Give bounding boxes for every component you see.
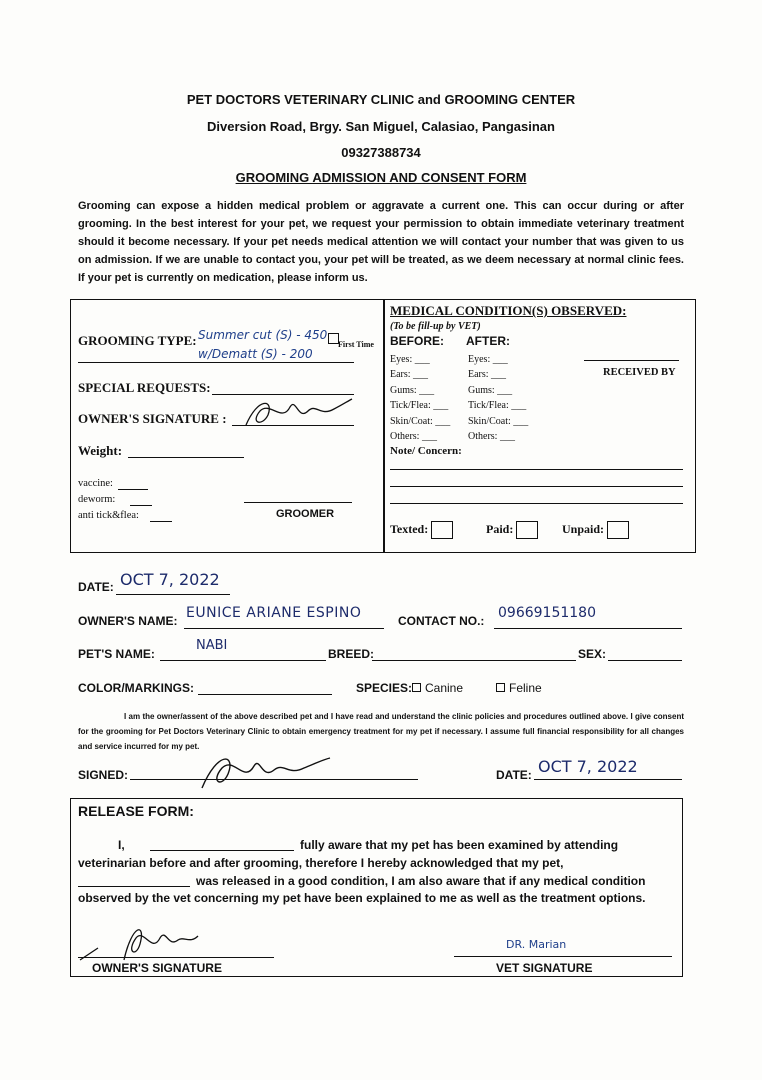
unpaid-group: Unpaid:	[562, 521, 629, 539]
note-line-3[interactable]	[390, 503, 683, 504]
vet-signature-line[interactable]	[454, 956, 672, 957]
release-name-field[interactable]	[150, 850, 294, 851]
release-owner-signature-scribble	[78, 914, 208, 966]
anti-tick-field[interactable]	[150, 521, 172, 522]
intro-paragraph: Grooming can expose a hidden medical problem or aggravate a current one. This can occur during or after grooming. In the best interest for your pet, we request your permission to obtain immediate veterinary treatment should it become necessary. If your pet needs medical attention we will contact your number that was given to us on admission. If we are unable to contact you, your pet will be treated, as we deem necessary at normal clinic fees. If your pet is currently on medication, please inform us.	[78, 200, 684, 284]
after-others: Others: ___	[468, 431, 515, 443]
before-gums: Gums: ___	[390, 384, 435, 396]
signed-label: SIGNED:	[78, 768, 129, 782]
consent-date-value: OCT 7, 2022	[538, 757, 638, 776]
release-line3: was released in a good condition, I am also aware that if any medical condition	[196, 874, 646, 888]
clinic-address: Diversion Road, Brgy. San Miguel, Calasiao, Pangasinan	[207, 119, 555, 134]
owner-signature-scribble	[238, 393, 358, 433]
before-skin: Skin/Coat: ___	[390, 415, 451, 427]
release-i: I,	[118, 838, 125, 852]
note-line-2[interactable]	[390, 486, 683, 487]
texted-checkbox[interactable]	[431, 521, 453, 539]
weight-field[interactable]	[128, 457, 244, 458]
note-label: Note/ Concern:	[390, 445, 462, 457]
owner-name-value: EUNICE ARIANE ESPINO	[186, 605, 362, 621]
deworm-field[interactable]	[130, 505, 152, 506]
groomer-signature-field[interactable]	[244, 502, 352, 503]
vet-signature-label: VET SIGNATURE	[496, 961, 593, 975]
grooming-type-value-2: w/Dematt (S) - 200	[198, 347, 313, 361]
medical-subtitle: (To be fill-up by VET)	[390, 321, 481, 332]
paid-checkbox[interactable]	[516, 521, 538, 539]
feline-option[interactable]: Feline	[496, 681, 542, 695]
grooming-type-value: Summer cut (S) - 450	[198, 328, 328, 342]
date-field[interactable]	[116, 594, 230, 595]
grooming-type-label: GROOMING TYPE:	[78, 333, 197, 348]
date-label: DATE:	[78, 580, 114, 594]
pet-name-label: PET'S NAME:	[78, 647, 155, 661]
pet-name-field[interactable]	[160, 660, 326, 661]
before-tick: Tick/Flea: ___	[390, 400, 449, 412]
consent-date-field[interactable]	[534, 779, 682, 780]
species-label: SPECIES:	[356, 681, 413, 695]
before-label: BEFORE:	[390, 334, 444, 348]
after-label: AFTER:	[466, 334, 510, 348]
weight-label: Weight:	[78, 443, 123, 458]
owner-name-label: OWNER'S NAME:	[78, 614, 178, 628]
sex-label: SEX:	[578, 647, 607, 661]
release-line4: observed by the vet concerning my pet have been explained to me as well as the treatment options.	[78, 891, 646, 905]
form-title: GROOMING ADMISSION AND CONSENT FORM	[235, 170, 527, 185]
release-line2: veterinarian before and after grooming, therefore I hereby acknowledged that my pet,	[78, 856, 564, 870]
release-line1: fully aware that my pet has been examined by attending	[300, 838, 619, 852]
note-line-1[interactable]	[390, 469, 683, 470]
release-title: RELEASE FORM:	[78, 803, 194, 819]
received-by-label: RECEIVED BY	[603, 367, 676, 378]
received-by-field[interactable]	[584, 360, 679, 361]
after-skin: Skin/Coat: ___	[468, 415, 529, 427]
after-eyes: Eyes: ___	[468, 354, 508, 365]
vet-name-value: DR. Marian	[506, 938, 567, 951]
contact-value: 09669151180	[498, 605, 596, 621]
release-pet-field[interactable]	[78, 886, 190, 887]
owner-signature-label: OWNER'S SIGNATURE	[92, 961, 222, 975]
owner-name-field[interactable]	[184, 628, 384, 629]
color-label: COLOR/MARKINGS:	[78, 681, 194, 695]
date-value: OCT 7, 2022	[120, 570, 220, 589]
deworm-label: deworm:	[78, 494, 116, 505]
after-tick: Tick/Flea: ___	[468, 400, 527, 412]
anti-tick-label: anti tick&flea:	[78, 510, 139, 521]
contact-field[interactable]	[494, 628, 682, 629]
consent-text: I am the owner/assent of the above described pet and I have read and understand the clinic policies and procedures outlined above. I give consent for the grooming for Pet Doctors Veterinary Clinic to obtain emergency treatment for my pet if necessary. I assume full financial responsibility for all changes and service incurred for my pet.	[78, 712, 684, 751]
feline-checkbox[interactable]	[496, 683, 505, 692]
before-others: Others: ___	[390, 431, 437, 443]
after-ears: Ears: ___	[468, 369, 507, 381]
vaccine-label: vaccine:	[78, 478, 113, 489]
breed-field[interactable]	[372, 660, 576, 661]
clinic-phone: 09327388734	[341, 145, 421, 160]
before-eyes: Eyes: ___	[390, 354, 430, 365]
breed-label: BREED:	[328, 647, 375, 661]
special-requests-label: SPECIAL REQUESTS:	[78, 380, 211, 395]
medical-title: MEDICAL CONDITION(S) OBSERVED:	[390, 303, 627, 318]
texted-group: Texted:	[390, 521, 453, 539]
color-field[interactable]	[198, 694, 332, 695]
after-gums: Gums: ___	[468, 384, 513, 396]
consent-date-label: DATE:	[496, 768, 532, 782]
clinic-name: PET DOCTORS VETERINARY CLINIC and GROOMING CENTER	[186, 92, 576, 107]
before-ears: Ears: ___	[390, 369, 429, 381]
sex-field[interactable]	[608, 660, 682, 661]
pet-name-value: NABI	[196, 638, 228, 653]
before-list	[390, 352, 450, 444]
unpaid-checkbox[interactable]	[607, 521, 629, 539]
canine-option[interactable]: Canine	[412, 681, 463, 695]
contact-label: CONTACT NO.:	[398, 614, 485, 628]
after-list	[468, 352, 528, 444]
signed-signature-scribble	[196, 748, 336, 798]
paid-group: Paid:	[486, 521, 538, 539]
first-time-label: First Time	[338, 340, 374, 349]
groomer-label: GROOMER	[276, 508, 335, 520]
vaccine-field[interactable]	[118, 489, 148, 490]
canine-checkbox[interactable]	[412, 683, 421, 692]
owners-signature-label: OWNER'S SIGNATURE :	[78, 411, 227, 426]
